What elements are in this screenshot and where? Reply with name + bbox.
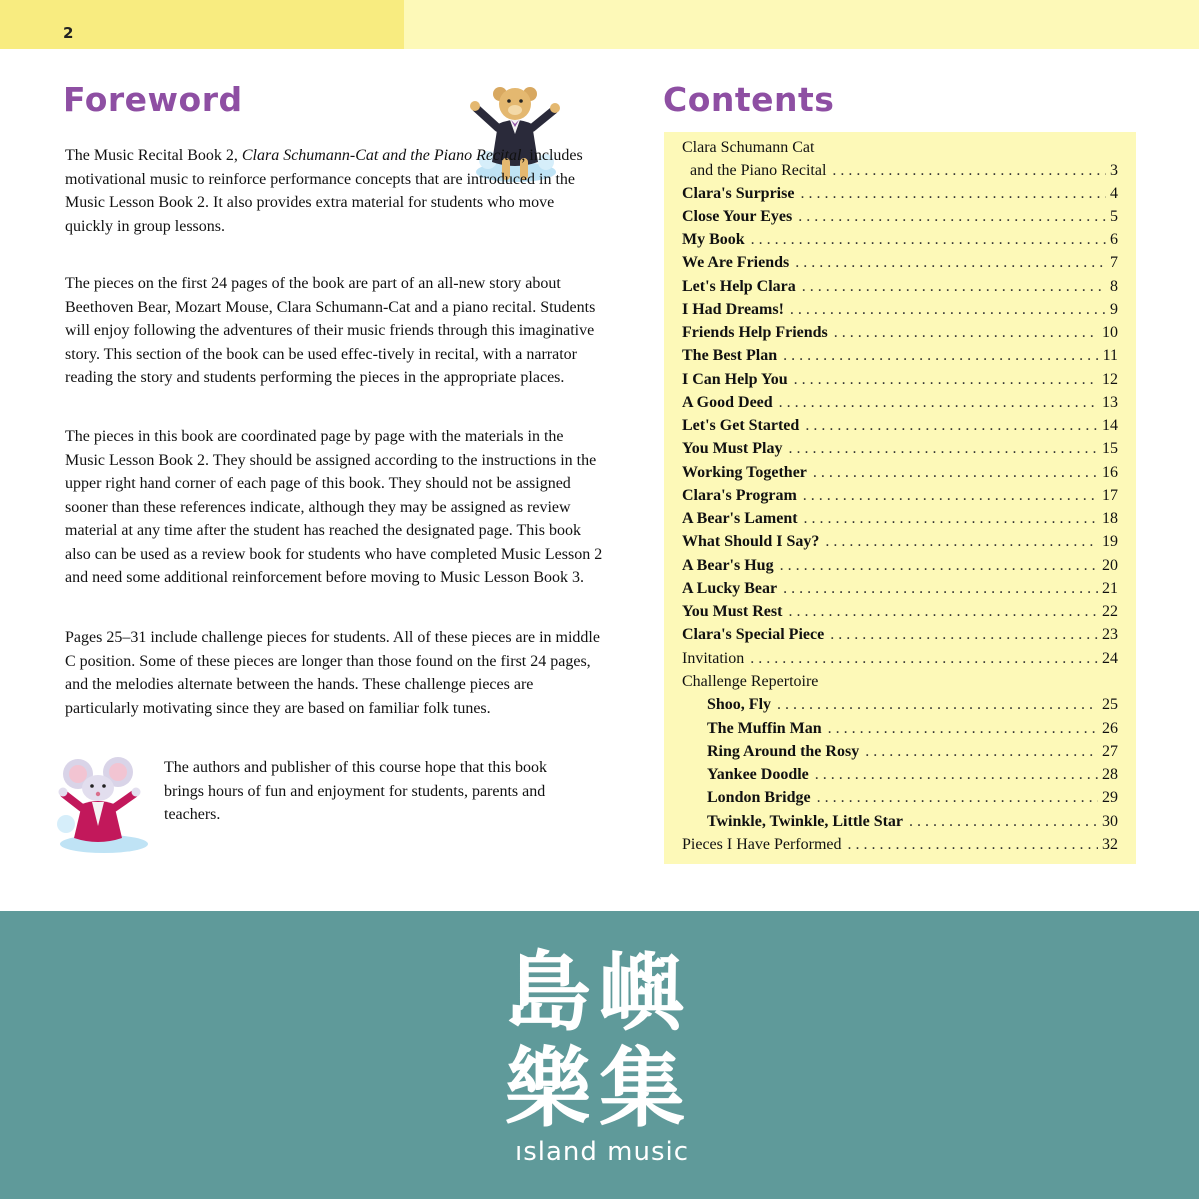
toc-entry[interactable] — [682, 414, 1118, 437]
toc-entry-title: A Lucky Bear — [682, 580, 778, 597]
toc-entry-page: 27 — [1102, 743, 1118, 760]
toc-entry[interactable] — [682, 600, 1118, 623]
toc-entry-page: 8 — [1110, 278, 1118, 295]
toc-entry-page: 3 — [1110, 162, 1118, 179]
toc-entry[interactable] — [707, 763, 1118, 786]
toc-entry-title: Let's Help Clara — [682, 278, 796, 295]
toc-entry-page: 30 — [1102, 813, 1118, 830]
logo-wordmark: ısland music — [515, 1137, 690, 1167]
toc-leader-dots — [777, 693, 1098, 716]
island-music-logo — [505, 945, 695, 1175]
toc-entry[interactable] — [707, 810, 1118, 833]
toc-leader-dots — [802, 275, 1106, 298]
toc-entry[interactable] — [682, 530, 1118, 553]
toc-first-line: Clara Schumann Cat — [682, 139, 815, 156]
toc-leader-dots — [805, 414, 1098, 437]
toc-entry-title: Clara's Program — [682, 487, 797, 504]
toc-entry-title: Shoo, Fly — [707, 696, 772, 713]
toc-entry-page: 11 — [1102, 347, 1118, 364]
header-bar-left — [0, 0, 404, 49]
toc-entry[interactable] — [682, 577, 1118, 600]
toc-leader-dots — [865, 740, 1098, 763]
toc-leader-dots — [834, 321, 1098, 344]
foreword-paragraph-3: The pieces in this book are coordinated page by page with the materials in the Music Lesson Book 2. They should be assigned according to the instructions in the upper right hand corner of each page of this book. They should not be assigned sooner than these references indicate, although they may be assigned as review material at any time after the student has reached the designated page. This book also can be used as a review book for students who have completed Music Lesson 2 and need some additional reinforcement before moving to Music Lesson Book 3. — [65, 428, 603, 586]
toc-leader-dots — [790, 298, 1106, 321]
toc-entry-page: 18 — [1102, 510, 1118, 527]
logo-char: 集 — [599, 1039, 685, 1139]
toc-leader-dots — [750, 647, 1098, 670]
toc-entry[interactable] — [682, 368, 1118, 391]
foreword-paragraph-5: The authors and publisher of this course hope that this book brings hours of fun and enjoyment for students, parents and teachers. — [164, 759, 548, 823]
toc-entry-title: What Should I Say? — [682, 533, 820, 550]
toc-leader-dots — [798, 205, 1106, 228]
toc-entry[interactable] — [682, 437, 1118, 460]
logo-char: 嶼 — [599, 943, 685, 1043]
toc-leader-dots — [751, 228, 1106, 251]
toc-entry-page: 9 — [1110, 301, 1118, 318]
toc-entry-page: 20 — [1102, 557, 1118, 574]
logo-char: 樂 — [505, 1039, 591, 1139]
toc-entry-title: I Can Help You — [682, 371, 788, 388]
toc-entry-title: A Good Deed — [682, 394, 773, 411]
toc-leader-dots — [788, 437, 1098, 460]
toc-entry[interactable] — [682, 833, 1118, 856]
toc-entry-title: You Must Rest — [682, 603, 783, 620]
toc-entry[interactable] — [682, 321, 1118, 344]
toc-leader-dots — [779, 391, 1098, 414]
toc-leader-dots — [815, 763, 1098, 786]
toc-entry-page: 22 — [1102, 603, 1118, 620]
toc-entry[interactable] — [682, 275, 1118, 298]
toc-leader-dots — [780, 554, 1098, 577]
toc-entry-page: 28 — [1102, 766, 1118, 783]
toc-entry-page: 21 — [1102, 580, 1118, 597]
toc-entry-page: 32 — [1102, 836, 1118, 853]
toc-entry-page: 29 — [1102, 789, 1118, 806]
toc-entry-title: Close Your Eyes — [682, 208, 793, 225]
toc-entry-title: We Are Friends — [682, 254, 790, 271]
foreword-paragraph-2: The pieces on the first 24 pages of the book are part of an all-new story about Beethoven Bear, Mozart Mouse, Clara Schumann-Cat and a piano recital. Students will enjoy following the adventures of their music friends through this imaginative story. This section of the book can be used effec-tively in recital, with a narrator reading the story and students performing the pieces in the appropriate places. — [65, 275, 596, 386]
foreword-p1-start: The Music Recital Book 2, — [65, 147, 242, 164]
toc-entry-page: 19 — [1102, 533, 1118, 550]
toc-entry-title: London Bridge — [707, 789, 811, 806]
toc-entry-page: 23 — [1102, 626, 1118, 643]
foreword-paragraph-4: Pages 25–31 include challenge pieces for students. All of these pieces are in middle C position. Some of these pieces are longer than those found on the first 24 pages, and the melodies alternate between the hands. These challenge pieces are particularly motivating since they are based on familiar folk tunes. — [65, 629, 600, 717]
toc-entry-title: Let's Get Started — [682, 417, 800, 434]
toc-entry-page: 13 — [1102, 394, 1118, 411]
toc-entry-page: 10 — [1102, 324, 1118, 341]
toc-entry-title: Invitation — [682, 650, 745, 667]
toc-entry[interactable] — [707, 786, 1118, 809]
header-bar-right — [404, 0, 1199, 49]
toc-entry-title: A Bear's Hug — [682, 557, 774, 574]
toc-entry[interactable] — [682, 344, 1118, 367]
toc-entry[interactable] — [682, 228, 1118, 251]
toc-leader-dots — [817, 786, 1098, 809]
toc-entry[interactable] — [682, 507, 1118, 530]
foreword-title: Foreword — [63, 80, 243, 119]
toc-entry-title: Pieces I Have Performed — [682, 836, 842, 853]
page-number: 2 — [63, 24, 74, 42]
toc-leader-dots — [825, 530, 1098, 553]
toc-entry[interactable] — [682, 182, 1118, 205]
foreword-p1-book-title: Clara Schumann-Cat and the Piano Recital — [241, 147, 522, 164]
toc-entry[interactable] — [682, 298, 1118, 321]
toc-leader-dots — [803, 484, 1098, 507]
toc-entry[interactable] — [682, 647, 1118, 670]
toc-entry[interactable] — [682, 484, 1118, 507]
toc-entry[interactable] — [682, 251, 1118, 274]
toc-entry-page: 26 — [1102, 720, 1118, 737]
logo-char: 島 — [505, 943, 591, 1043]
toc-entry[interactable] — [707, 717, 1118, 740]
toc-entry-title: Friends Help Friends — [682, 324, 828, 341]
toc-entry-title: Ring Around the Rosy — [707, 743, 860, 760]
toc-leader-dots — [800, 182, 1106, 205]
toc-leader-dots — [830, 623, 1098, 646]
toc-entry[interactable] — [682, 554, 1118, 577]
toc-entry-title: Clara's Surprise — [682, 185, 795, 202]
toc-leader-dots — [909, 810, 1098, 833]
toc-entry-title: Twinkle, Twinkle, Little Star — [707, 813, 904, 830]
toc-leader-dots — [832, 159, 1106, 182]
toc-leader-dots — [848, 833, 1099, 856]
toc-leader-dots — [783, 344, 1098, 367]
toc-entry[interactable] — [707, 740, 1118, 763]
toc-entry[interactable] — [682, 623, 1118, 646]
toc-entry-page: 14 — [1102, 417, 1118, 434]
toc-entry-page: 6 — [1110, 231, 1118, 248]
toc-entry-page: 7 — [1110, 254, 1118, 271]
toc-entry-title: I Had Dreams! — [682, 301, 784, 318]
toc-entry[interactable] — [682, 391, 1118, 414]
toc-entry-title: My Book — [682, 231, 745, 248]
toc-leader-dots — [783, 577, 1098, 600]
foreword-p1-end: , includes motivational music to reinforce performance concepts that are introduced in the Music Lesson Book 2. It also provides extra material for students who move quickly in group lessons. — [65, 147, 583, 235]
toc-entry-page: 24 — [1102, 650, 1118, 667]
toc-leader-dots — [813, 461, 1098, 484]
toc-entry-title: and the Piano Recital — [690, 162, 827, 179]
toc-leader-dots — [828, 717, 1098, 740]
table-of-contents — [664, 132, 1136, 864]
toc-entry[interactable] — [682, 205, 1118, 228]
foreword-paragraph-1 — [65, 144, 605, 238]
mouse-illustration — [52, 754, 156, 854]
toc-entry-title: The Best Plan — [682, 347, 778, 364]
toc-entry-title: Working Together — [682, 464, 807, 481]
toc-entry-title: You Must Play — [682, 440, 783, 457]
toc-entry-page: 5 — [1110, 208, 1118, 225]
toc-entry-title: A Bear's Lament — [682, 510, 798, 527]
toc-entry-page: 12 — [1102, 371, 1118, 388]
toc-leader-dots — [794, 368, 1098, 391]
toc-leader-dots — [795, 251, 1106, 274]
toc-entry[interactable] — [707, 693, 1118, 716]
toc-entry-page: 25 — [1102, 696, 1118, 713]
toc-entry-page: 4 — [1110, 185, 1118, 202]
toc-entry[interactable] — [690, 159, 1118, 182]
toc-leader-dots — [804, 507, 1098, 530]
toc-entry-title: Yankee Doodle — [707, 766, 809, 783]
toc-leader-dots — [788, 600, 1098, 623]
toc-entry-page: 16 — [1102, 464, 1118, 481]
toc-entry-page: 17 — [1102, 487, 1118, 504]
toc-entry-title: The Muffin Man — [707, 720, 822, 737]
toc-entry-page: 15 — [1102, 440, 1118, 457]
toc-entry[interactable] — [682, 461, 1118, 484]
toc-entry-title: Clara's Special Piece — [682, 626, 825, 643]
contents-title: Contents — [663, 80, 835, 119]
toc-challenge-heading: Challenge Repertoire — [682, 673, 819, 690]
